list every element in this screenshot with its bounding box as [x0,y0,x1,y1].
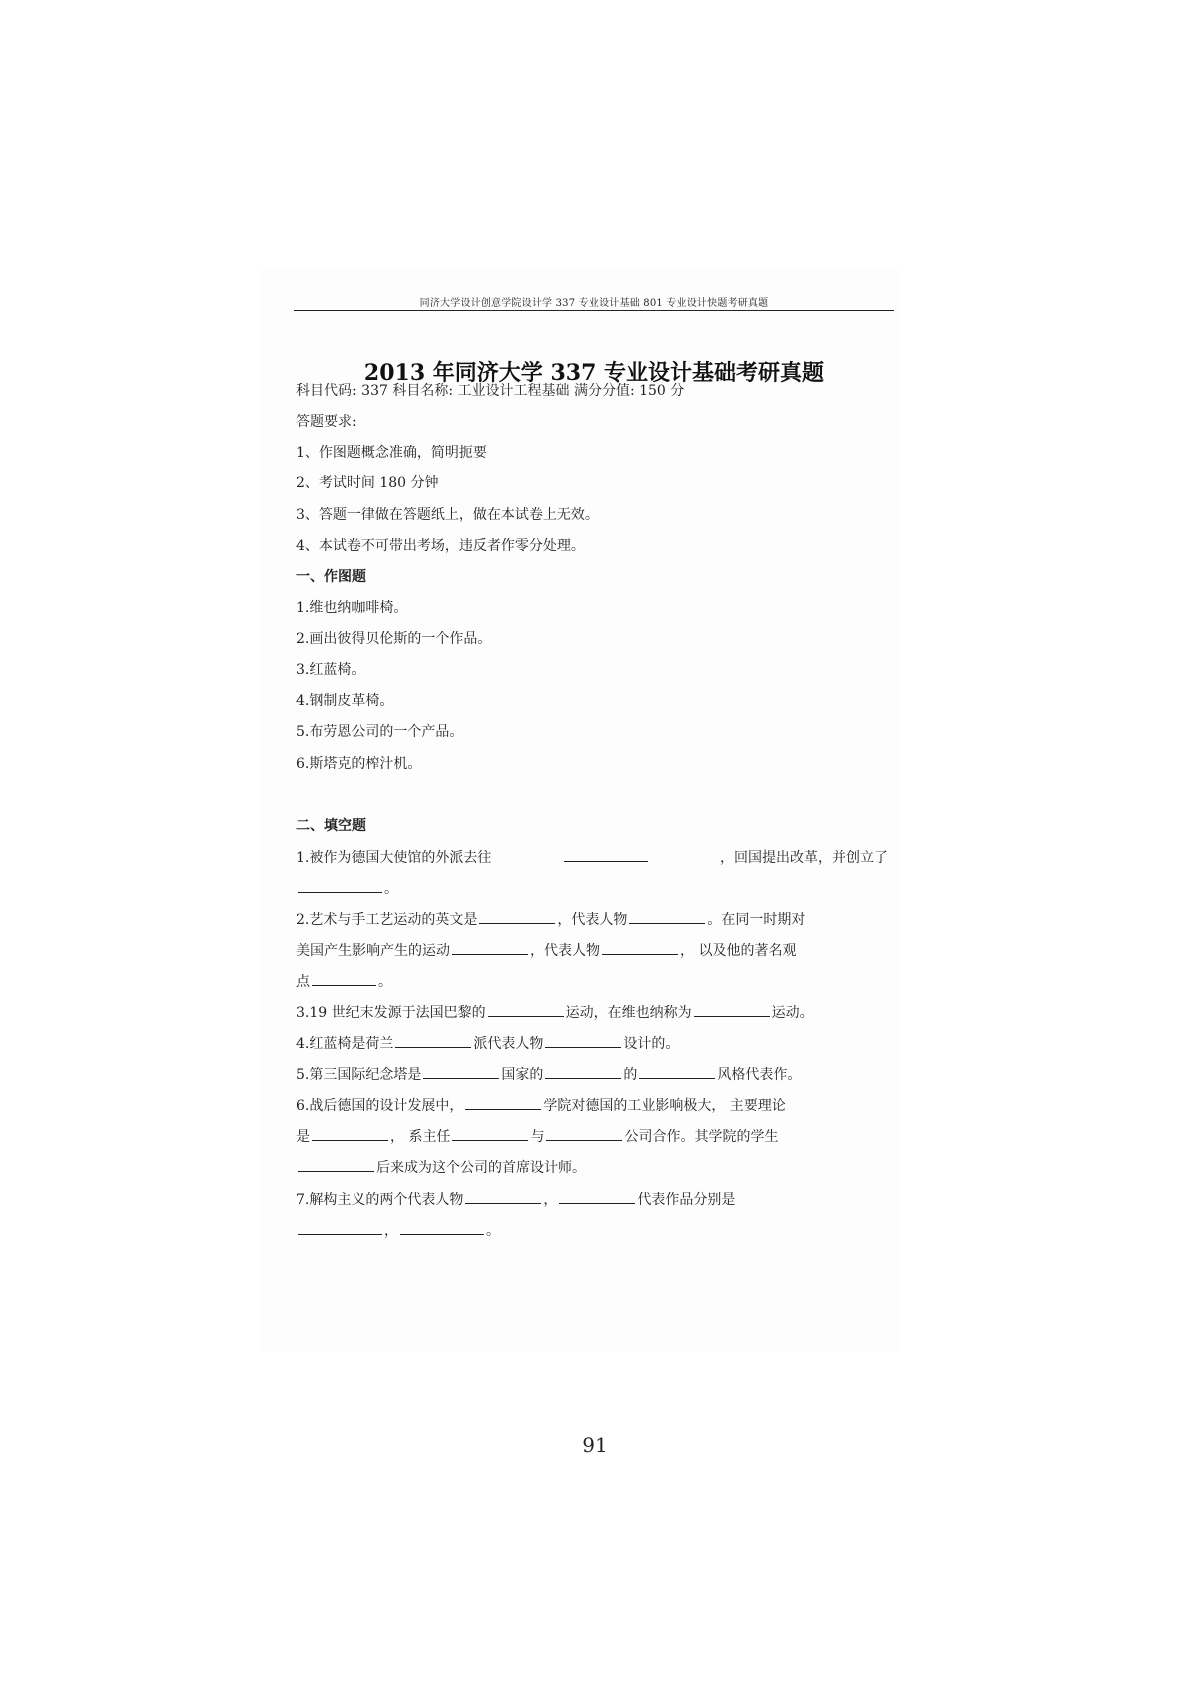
question-text: 6.战后德国的设计发展中， [296,1098,464,1114]
fill-question-7-cont [296,1222,500,1240]
fill-question-1 [296,849,888,867]
answer-blank [559,1191,635,1204]
fill-question-1-cont [296,880,398,898]
drawing-question: 1.维也纳咖啡椅。 [296,600,408,616]
answer-blank [545,1035,621,1048]
answer-blank [298,1159,374,1172]
fill-question-2-end [296,973,392,991]
section-heading-fill-blank: 二、填空题 [296,818,366,834]
question-text: ，代表人物 [557,912,628,928]
fill-question-6-end [296,1159,586,1177]
question-text: 3.19 世纪末发源于法国巴黎的 [296,1005,486,1021]
subject-info: 科目代码: 337 科目名称: 工业设计工程基础 满分分值: 150 分 [296,383,685,399]
section-heading-drawing: 一、作图题 [296,569,366,585]
answer-blank [452,942,528,955]
answer-blank [298,1222,382,1235]
requirement-item: 2、考试时间 180 分钟 [296,475,439,491]
answer-blank [298,880,382,893]
question-text: 代表作品分别是 [637,1192,736,1208]
requirement-item: 1、作图题概念准确，简明扼要 [296,445,487,461]
fill-question-3 [296,1004,814,1022]
question-text: 点 [296,974,310,990]
question-text: 国家的 [501,1067,544,1083]
question-text: 后来成为这个公司的首席设计师。 [376,1160,586,1176]
question-text: 学院对德国的工业影响极大， 主要理论 [543,1098,786,1114]
question-text: ，代表人物 [530,943,600,959]
question-text: 4.红蓝椅是荷兰 [296,1036,394,1052]
answer-blank [545,1066,621,1079]
question-text: 。 [486,1223,500,1239]
question-text: 。 [384,881,398,897]
answer-blank [312,973,376,986]
drawing-question: 4.钢制皮革椅。 [296,693,394,709]
answer-blank [465,1097,541,1110]
running-header: 同济大学设计创意学院设计学 337 专业设计基础 801 专业设计快题考研真题 [419,298,769,309]
question-text: 的 [623,1067,638,1083]
fill-question-6 [296,1097,786,1115]
question-text: 美国产生影响产生的运动 [296,943,450,959]
question-text: ， [543,1192,558,1208]
fill-question-4 [296,1035,679,1053]
question-text: 派代表人物 [473,1036,544,1052]
drawing-question: 5.布劳恩公司的一个产品。 [296,724,464,740]
question-text: 是 [296,1129,310,1145]
question-text: 2.艺术与手工艺运动的英文是 [296,912,478,928]
question-text: 设计的。 [623,1036,680,1052]
question-text: ， 以及他的著名观 [680,943,797,959]
header-rule [294,310,894,311]
answer-blank [564,849,648,862]
fill-question-6-cont [296,1128,778,1146]
question-text: 。在同一时期对 [707,912,806,928]
answer-blank [400,1222,484,1235]
question-text: 5.第三国际纪念塔是 [296,1067,422,1083]
question-text: 运动。 [771,1005,814,1021]
answer-blank [488,1004,564,1017]
drawing-question: 3.红蓝椅。 [296,662,366,678]
requirement-item: 3、答题一律做在答题纸上，做在本试卷上无效。 [296,507,599,523]
requirements-heading: 答题要求: [296,414,357,430]
question-text: ， [384,1223,398,1239]
answer-blank [546,1128,622,1141]
page-number: 91 [582,1433,608,1457]
question-text: 运动，在维也纳称为 [565,1005,692,1021]
answer-blank [452,1128,528,1141]
drawing-question: 6.斯塔克的榨汁机。 [296,756,422,772]
exam-title: 2013 年同济大学 337 专业设计基础考研真题 [363,360,825,386]
answer-blank [395,1035,471,1048]
answer-blank [694,1004,770,1017]
answer-blank [629,911,705,924]
question-text: 与 [530,1129,545,1145]
answer-blank [312,1128,388,1141]
answer-blank [423,1066,499,1079]
requirement-item: 4、本试卷不可带出考场，违反者作零分处理。 [296,538,585,554]
question-text: ，回国提出改革，并创立了 [719,850,888,866]
drawing-question: 2.画出彼得贝伦斯的一个作品。 [296,631,492,647]
question-text: 。 [378,974,392,990]
question-text: 1.被作为德国大使馆的外派去往 [296,850,492,866]
question-text: ， 系主任 [390,1129,451,1145]
answer-blank [602,942,678,955]
question-text: 7.解构主义的两个代表人物 [296,1192,464,1208]
answer-blank [639,1066,715,1079]
fill-question-2 [296,911,805,929]
fill-question-7 [296,1191,735,1209]
question-text: 风格代表作。 [717,1067,802,1083]
exam-paper [262,268,898,1351]
answer-blank [479,911,555,924]
answer-blank [465,1191,541,1204]
question-text: 公司合作。其学院的学生 [624,1129,779,1145]
fill-question-5 [296,1066,801,1084]
fill-question-2-cont [296,942,796,960]
